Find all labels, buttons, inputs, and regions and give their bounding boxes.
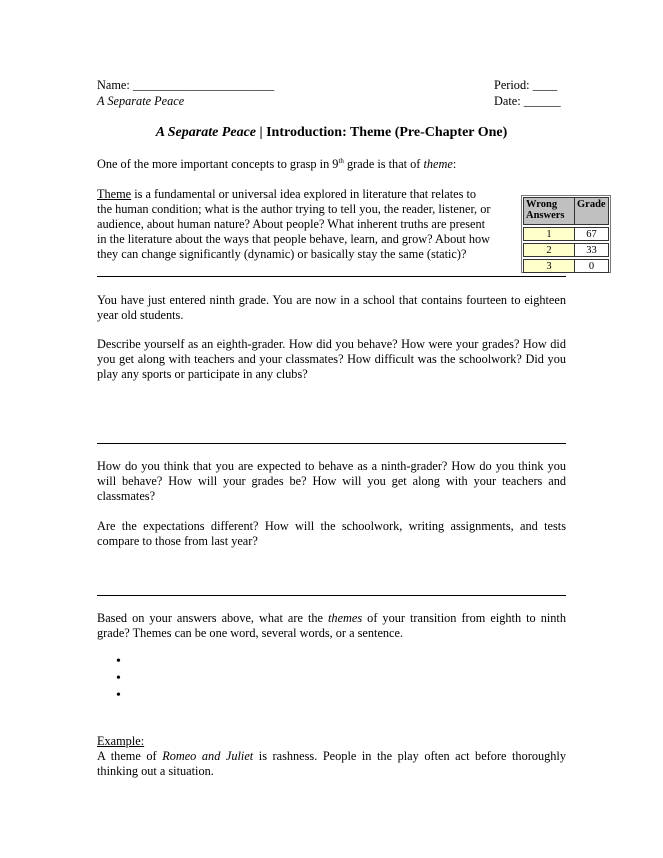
divider-rule (97, 595, 566, 596)
section3-text-1: Based on your answers above, what are the (97, 611, 328, 625)
definition-line: in the literature about the ways that people behave, learn, and grow? About how (97, 232, 491, 246)
table-row (524, 244, 609, 257)
wrong-answers-cell: 1 (524, 228, 575, 241)
definition-line: audience, about human nature? About people? What inherent truths are present (97, 217, 486, 231)
bullet-point: • (116, 654, 121, 669)
intro-sup: th (338, 156, 344, 165)
name-field-label: Name: _______________________ (97, 78, 275, 92)
intro-text-2: grade is that of (343, 157, 424, 171)
bullet-point: • (116, 688, 121, 703)
grade-cell: 33 (575, 244, 609, 257)
definition-line (97, 187, 517, 202)
section3-term: themes (328, 611, 363, 625)
wrong-answers-cell: 2 (524, 244, 575, 257)
page-title-rest: | Introduction: Theme (Pre-Chapter One) (256, 125, 508, 140)
header-wrong-line: Wrong (526, 199, 558, 210)
section1-paragraph1: You have just entered ninth grade. You are now in a school that contains fourteen to eighteen year old students. (97, 293, 566, 322)
example-label: Example: (97, 734, 145, 748)
wrong-answers-cell: 3 (524, 260, 575, 273)
header-wrong-line: Answers (526, 210, 565, 221)
definition-line: they can change significantly (dynamic) or basically stay the same (static)? (97, 247, 467, 261)
divider-rule (97, 276, 566, 277)
section3-text-2: of your transition from eighth to ninth grade? Themes can be one word, several words, or a sentence. (97, 611, 566, 640)
bullet-point: • (116, 671, 121, 686)
grade-table-header-grade: Grade (575, 198, 609, 225)
section3-paragraph (97, 611, 566, 641)
table-row (524, 228, 609, 241)
example-text-2: is rashness. People in the play often act before thoroughly thinking out a situation. (97, 749, 566, 778)
table-row (524, 260, 609, 273)
theme-definition (97, 187, 517, 262)
grade-table-header-wrong (524, 198, 575, 225)
page-title-book: A Separate Peace (155, 125, 256, 140)
intro-end: : (452, 157, 457, 171)
definition-term: Theme (97, 187, 132, 201)
example-text (97, 749, 566, 779)
header-book-title: A Separate Peace (97, 94, 185, 108)
definition-line: the human condition; what is the author trying to tell you, the reader, listener, or (97, 202, 491, 216)
intro-sentence (97, 157, 566, 172)
intro-text-1: One of the more important concepts to grasp in 9 (97, 157, 339, 171)
period-field-label: Period: ____ (494, 78, 558, 92)
divider-rule (97, 443, 566, 444)
intro-term: theme (423, 157, 453, 171)
page-title (97, 124, 566, 141)
section1-paragraph2: Describe yourself as an eighth-grader. How did you behave? How were your grades? How did you get along with teachers and your classmates? How difficult was the schoolwork? Did you play any sports or participate in any clubs? (97, 337, 566, 381)
example-work-title: Romeo and Juliet (162, 749, 254, 763)
definition-line-text: is a fundamental or universal idea explored in literature that relates to (131, 187, 477, 201)
date-field-label: Date: ______ (494, 94, 561, 108)
example-text-1: A theme of (97, 749, 163, 763)
section2-paragraph1: How do you think that you are expected to behave as a ninth-grader? How do you think you will behave? How will your grades be? How will you get along with your teachers and classmates? (97, 459, 566, 503)
grade-table (523, 197, 609, 273)
section2-paragraph2: Are the expectations different? How will the schoolwork, writing assignments, and tests compare to those from last year? (97, 519, 566, 548)
grade-cell: 0 (575, 260, 609, 273)
grade-cell: 67 (575, 228, 609, 241)
